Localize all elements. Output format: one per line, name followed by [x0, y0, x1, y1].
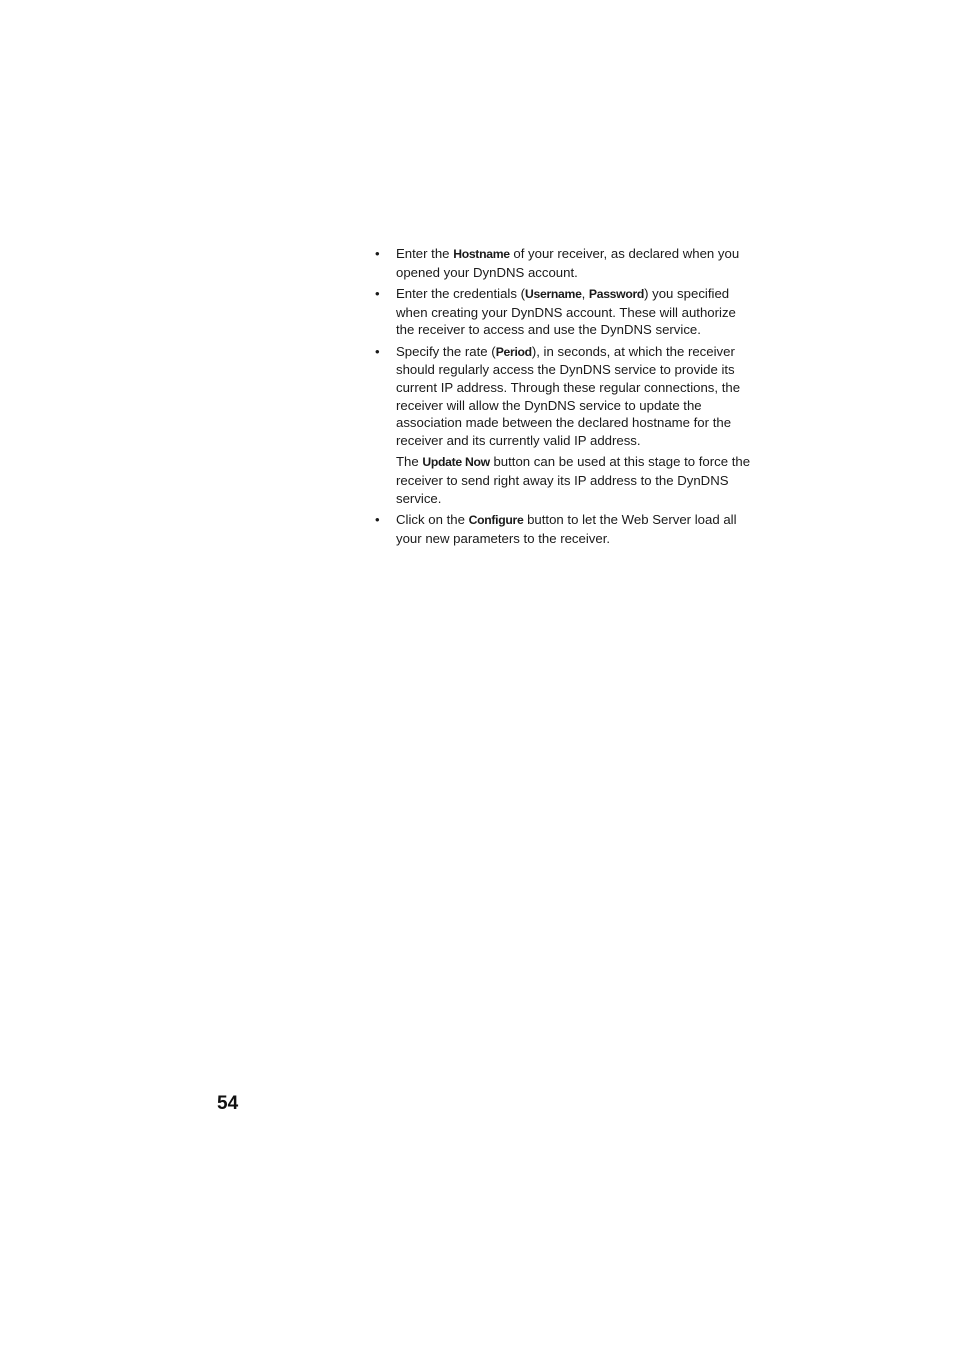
update-now-note: The Update Now button can be used at this stage to force the receiver to send right away its IP address to the DynDNS service.	[396, 454, 751, 506]
bullet-icon: •	[375, 246, 380, 261]
keyword-hostname: Hostname	[453, 247, 510, 261]
page-number: 54	[217, 1093, 239, 1114]
bullet-icon: •	[375, 285, 380, 301]
list-item-period	[374, 343, 756, 450]
list-item-credentials	[374, 285, 756, 339]
list-item-text: Click on the Configure button to let the Web Server load all your new parameters to the receiver.	[396, 511, 737, 546]
keyword-period: Period	[495, 344, 532, 359]
list-item-text: Specify the rate (Period), in seconds, at which the receiver should regularly access the DynDNS service to provide its current IP address. Through these regular connections, the receiver will allow the DynDNS service to update the association made between the declared hostname for the receiver and its currently valid IP address.	[396, 343, 741, 449]
keyword-password: Password	[588, 286, 645, 301]
list-item-text: Enter the credentials (Username, Password) you specified when creating your DynDNS account. These will authorize the receiver to access and use the DynDNS service.	[396, 285, 736, 338]
keyword-username: Username	[525, 286, 582, 301]
list-item-hostname	[374, 245, 756, 281]
instruction-list	[374, 245, 756, 551]
list-item-text: Enter the Hostname of your receiver, as declared when you opened your DynDNS account.	[396, 246, 740, 280]
list-item-configure	[374, 511, 756, 547]
keyword-update-now: Update Now	[422, 455, 490, 470]
bullet-icon: •	[375, 511, 380, 527]
keyword-configure: Configure	[468, 512, 524, 527]
bullet-icon: •	[375, 343, 380, 359]
